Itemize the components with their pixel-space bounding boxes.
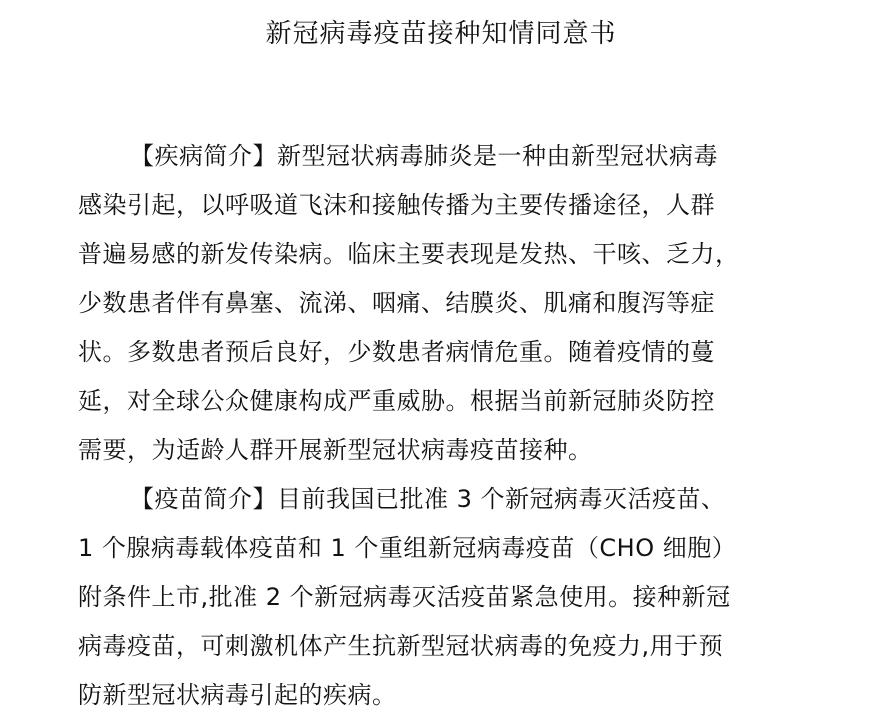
disease-intro-line-5: 状。多数患者预后良好，少数患者病情危重。随着疫情的蔓 (78, 338, 715, 366)
vaccine-intro-line-2: 1 个腺病毒载体疫苗和 1 个重组新冠病毒疫苗（CHO 细胞） (78, 534, 737, 562)
document-title: 新冠病毒疫苗接种知情同意书 (265, 19, 617, 49)
vaccine-intro-line-4: 病毒疫苗，可刺激机体产生抗新型冠状病毒的免疫力,用于预 (78, 632, 724, 660)
disease-intro-line-3: 普遍易感的新发传染病。临床主要表现是发热、干咳、乏力， (78, 240, 740, 268)
disease-intro-line-2: 感染引起，以呼吸道飞沫和接触传播为主要传播途径，人群 (78, 191, 715, 219)
disease-intro-line-4: 少数患者伴有鼻塞、流涕、咽痛、结膜炎、肌痛和腹泻等症 (78, 289, 715, 317)
disease-intro-line-7: 需要，为适龄人群开展新型冠状病毒疫苗接种。 (78, 436, 593, 464)
vaccine-intro-line-3: 附条件上市,批准 2 个新冠病毒灭活疫苗紧急使用。接种新冠 (78, 583, 731, 611)
disease-intro-line-6: 延，对全球公众健康构成严重威胁。根据当前新冠肺炎防控 (78, 387, 715, 415)
disease-intro-line-1: 【疾病简介】新型冠状病毒肺炎是一种由新型冠状病毒 (130, 142, 718, 170)
vaccine-intro-line-1: 【疫苗简介】目前我国已批准 3 个新冠病毒灭活疫苗、 (130, 485, 726, 513)
vaccine-intro-line-5: 防新型冠状病毒引起的疾病。 (78, 681, 397, 709)
